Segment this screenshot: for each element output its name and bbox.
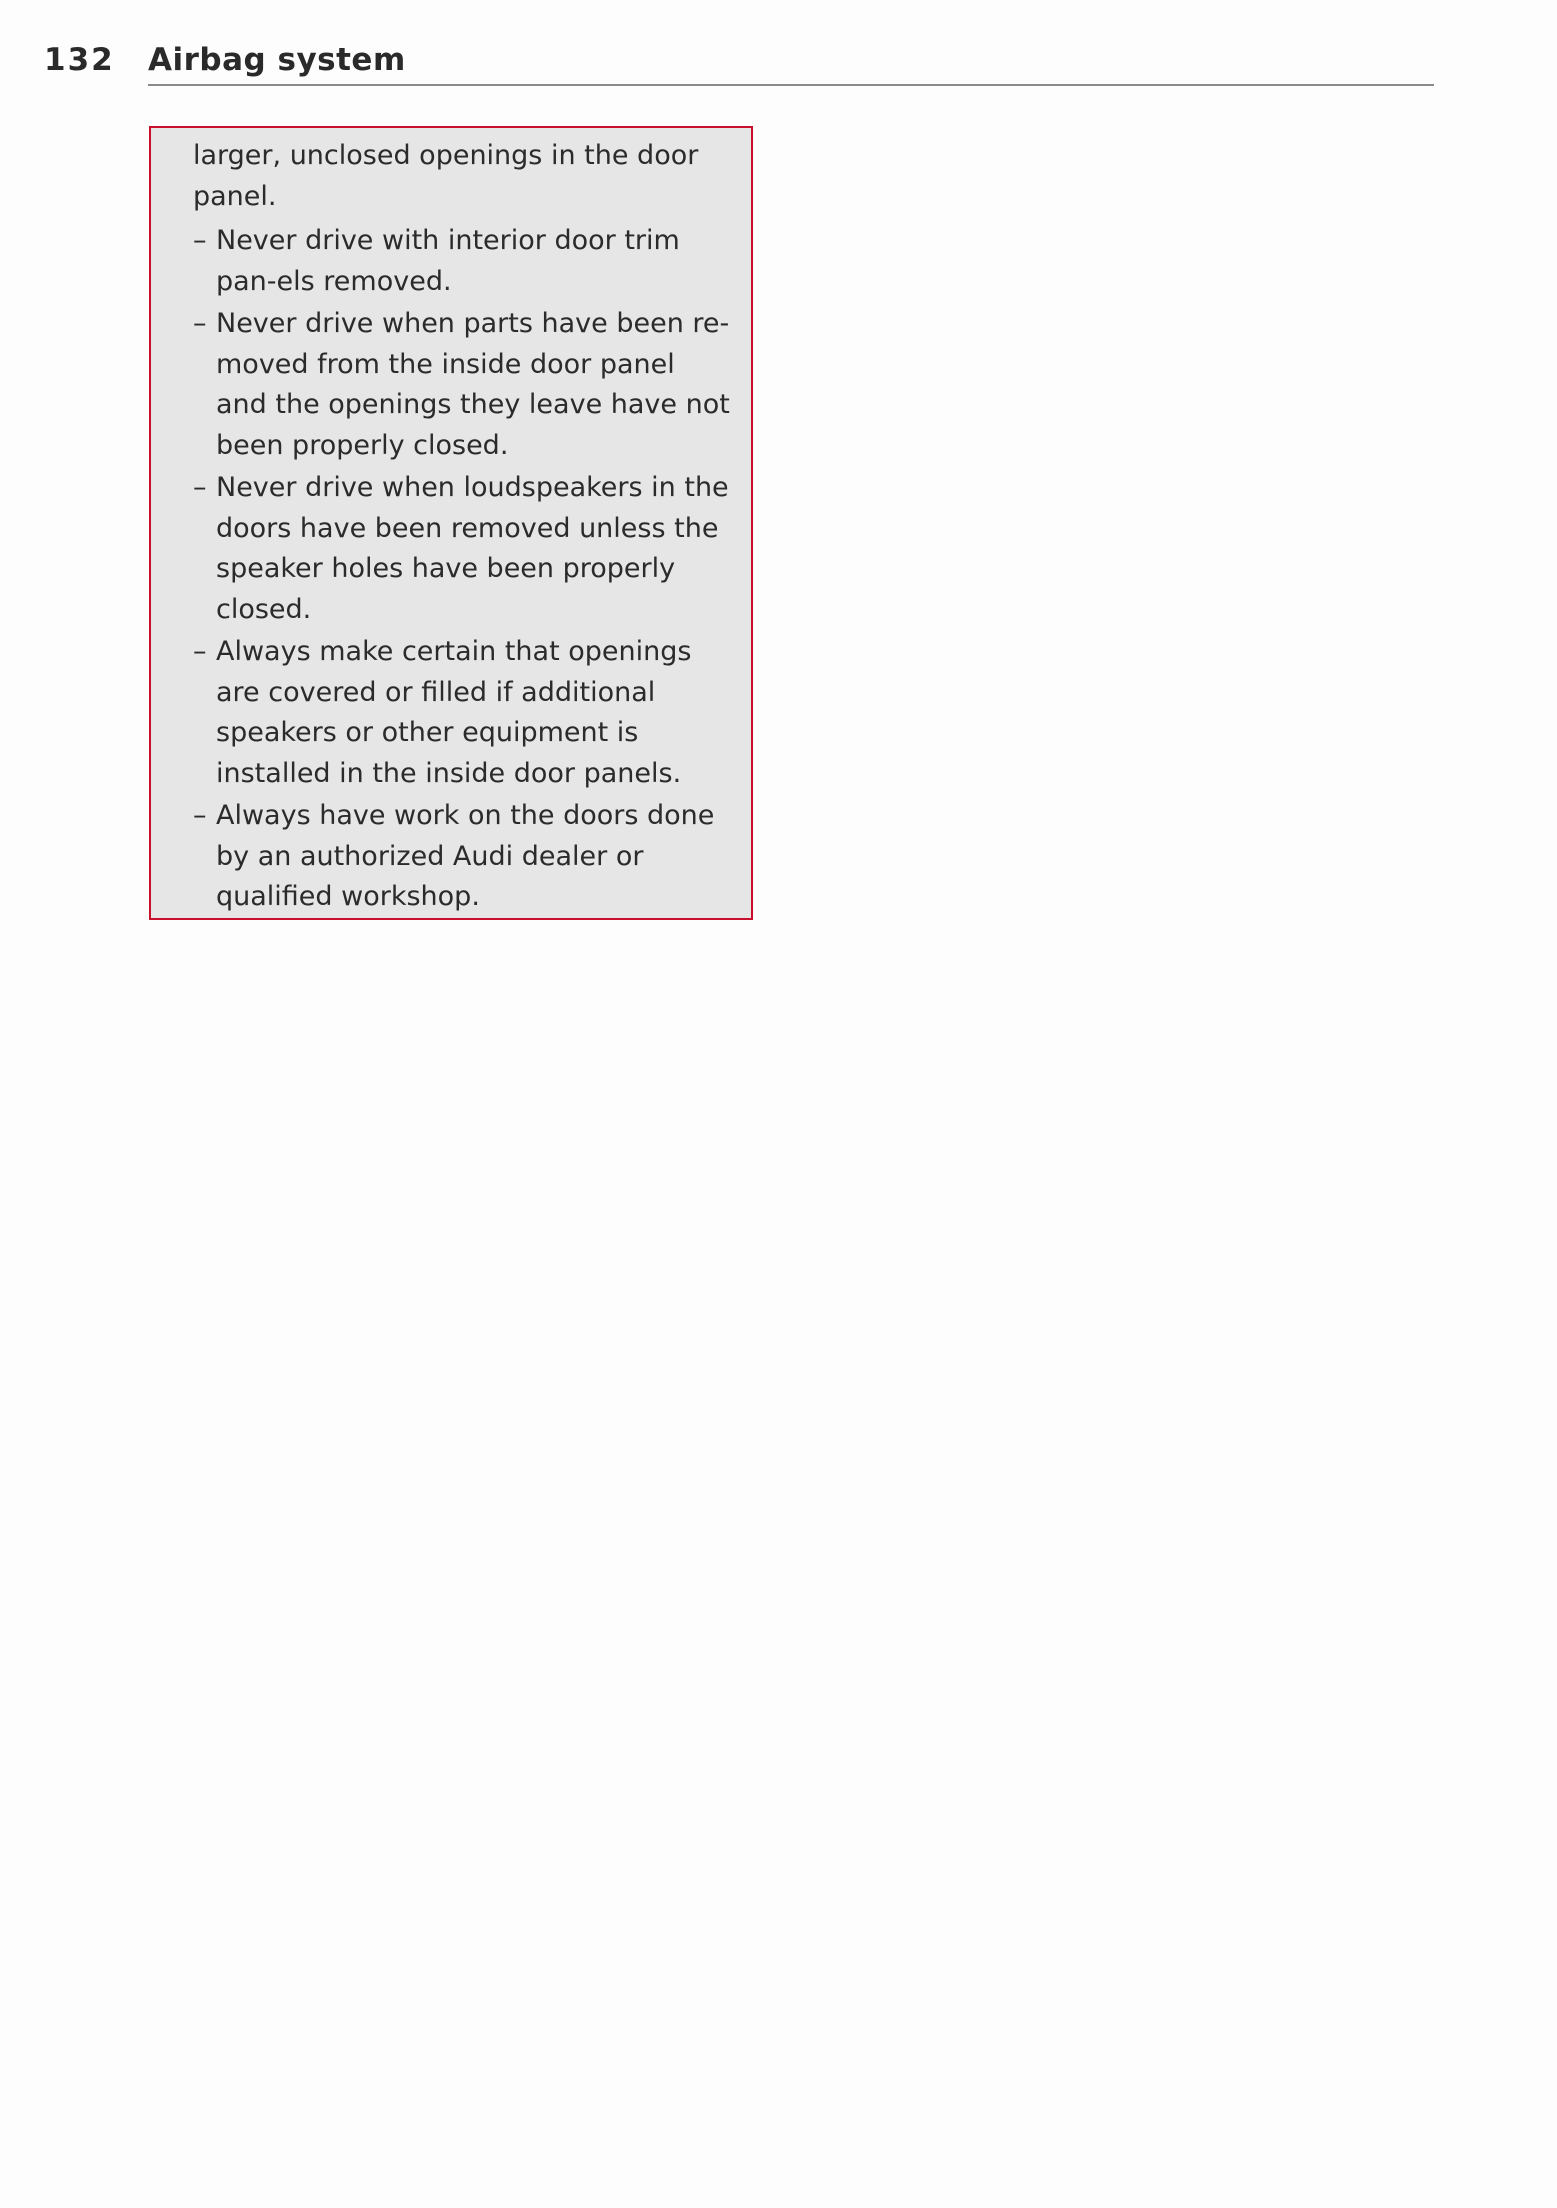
warning-box: [149, 126, 753, 920]
page-number: 132: [44, 42, 115, 78]
list-item-text: Always have work on the doors done by an authorized Audi dealer or qualified workshop.: [216, 800, 715, 912]
list-item: [193, 221, 731, 302]
warning-lead-text: larger, unclosed openings in the door panel.: [193, 140, 699, 212]
list-item: [193, 796, 731, 918]
list-item: [193, 468, 731, 630]
list-item-text: Never drive when parts have been re-moved from the inside door panel and the openings they leave have not been properly closed.: [216, 308, 730, 461]
bullet-dash: –: [193, 636, 207, 667]
bullet-dash: –: [193, 800, 207, 831]
list-item-text: Always make certain that openings are covered or filled if additional speakers or other equipment is installed in the inside door panels.: [216, 636, 692, 789]
list-item: [193, 304, 731, 466]
section-title: Airbag system: [148, 42, 406, 78]
page-header: [44, 38, 1434, 88]
list-item-text: Never drive with interior door trim pan-els removed.: [216, 225, 680, 297]
warning-list: [193, 221, 731, 918]
bullet-dash: –: [193, 308, 207, 339]
bullet-dash: –: [193, 225, 207, 256]
header-rule: [148, 84, 1434, 86]
list-item-text: Never drive when loudspeakers in the doors have been removed unless the speaker holes have been properly closed.: [216, 472, 729, 625]
bullet-dash: –: [193, 472, 207, 503]
list-item: [193, 632, 731, 794]
